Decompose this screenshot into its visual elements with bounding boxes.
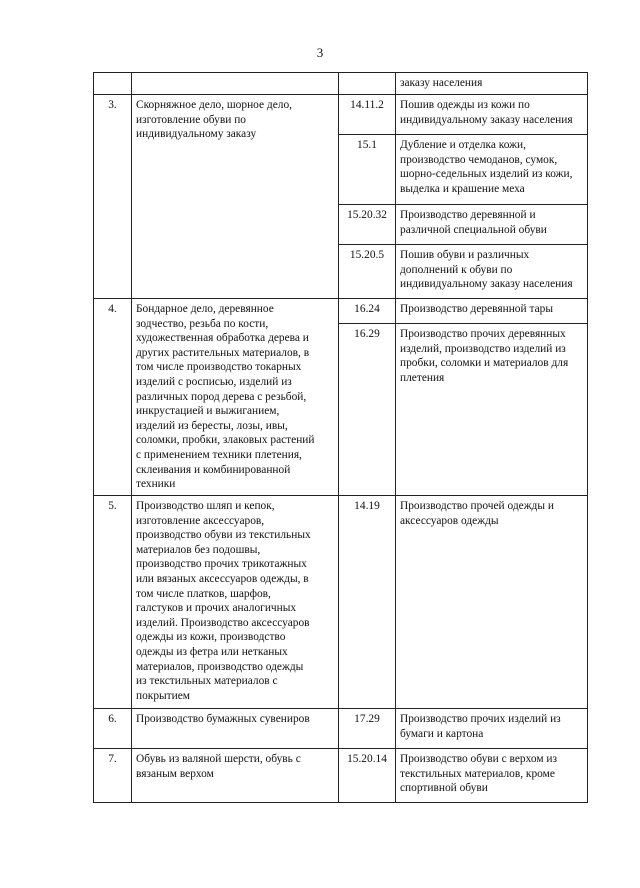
row-number: 3. xyxy=(94,95,132,299)
table-row xyxy=(94,496,588,709)
craft-description: Скорняжное дело, шорное дело, изготовление обуви по индивидуальному заказу xyxy=(132,95,339,299)
craft-description: Бондарное дело, деревянное зодчество, резьба по кости, художественная обработка дерева и других растительных материалов, в том числе производство токарных изделий с росписью, изделий из различных пород дерева с резьбой, инкрустацией и выжиганием, изделий из бересты, лозы, ивы, соломки, пробки, злаковых растений с применением техники плетения, склеивания и комбинированной техники xyxy=(132,299,339,496)
okved-description: Производство прочих изделий из бумаги и картона xyxy=(396,709,588,749)
okved-description: Пошив одежды из кожи по индивидуальному заказу населения xyxy=(396,95,588,135)
okved-code: 14.11.2 xyxy=(339,95,396,135)
row-number: 5. xyxy=(94,496,132,709)
okved-code: 15.20.14 xyxy=(339,749,396,803)
okved-code: 14.19 xyxy=(339,496,396,709)
okved-code: 17.29 xyxy=(339,709,396,749)
table-row xyxy=(94,749,588,803)
table-row xyxy=(94,299,588,324)
row-number: 6. xyxy=(94,709,132,749)
okved-code xyxy=(339,73,396,95)
okved-description: Производство прочей одежды и аксессуаров одежды xyxy=(396,496,588,709)
okved-code: 15.20.32 xyxy=(339,205,396,245)
okved-code: 16.29 xyxy=(339,324,396,496)
row-number xyxy=(94,73,132,95)
table-row-continuation xyxy=(94,73,588,95)
craft-description xyxy=(132,73,339,95)
okved-description: Производство деревянной и различной специальной обуви xyxy=(396,205,588,245)
page-number: 3 xyxy=(316,45,324,60)
okved-description: Производство прочих деревянных изделий, производство изделий из пробки, соломки и материалов для плетения xyxy=(396,324,588,496)
crafts-table xyxy=(93,72,588,803)
okved-description: Производство обуви с верхом из текстильных материалов, кроме спортивной обуви xyxy=(396,749,588,803)
okved-code: 15.20.5 xyxy=(339,245,396,299)
okved-code: 15.1 xyxy=(339,135,396,205)
table-row xyxy=(94,95,588,135)
okved-description: Пошив обуви и различных дополнений к обуви по индивидуальному заказу населения xyxy=(396,245,588,299)
craft-description: Производство бумажных сувениров xyxy=(132,709,339,749)
okved-description: Дубление и отделка кожи, производство чемоданов, сумок, шорно-седельных изделий из кожи, выделка и крашение меха xyxy=(396,135,588,205)
table-row xyxy=(94,709,588,749)
okved-description: Производство деревянной тары xyxy=(396,299,588,324)
okved-code: 16.24 xyxy=(339,299,396,324)
row-number: 7. xyxy=(94,749,132,803)
row-number: 4. xyxy=(94,299,132,496)
okved-description: заказу населения xyxy=(396,73,588,95)
craft-description: Производство шляп и кепок, изготовление аксессуаров, производство обуви из текстильных материалов без подошвы, производство прочих трикотажных или вязаных аксессуаров одежды, в том числе платков, шарфов, галстуков и прочих аналогичных изделий. Производство аксессуаров одежды из кожи, производство одежды из фетра или нетканых материалов, производство одежды из текстильных материалов с покрытием xyxy=(132,496,339,709)
craft-description: Обувь из валяной шерсти, обувь с вязаным верхом xyxy=(132,749,339,803)
